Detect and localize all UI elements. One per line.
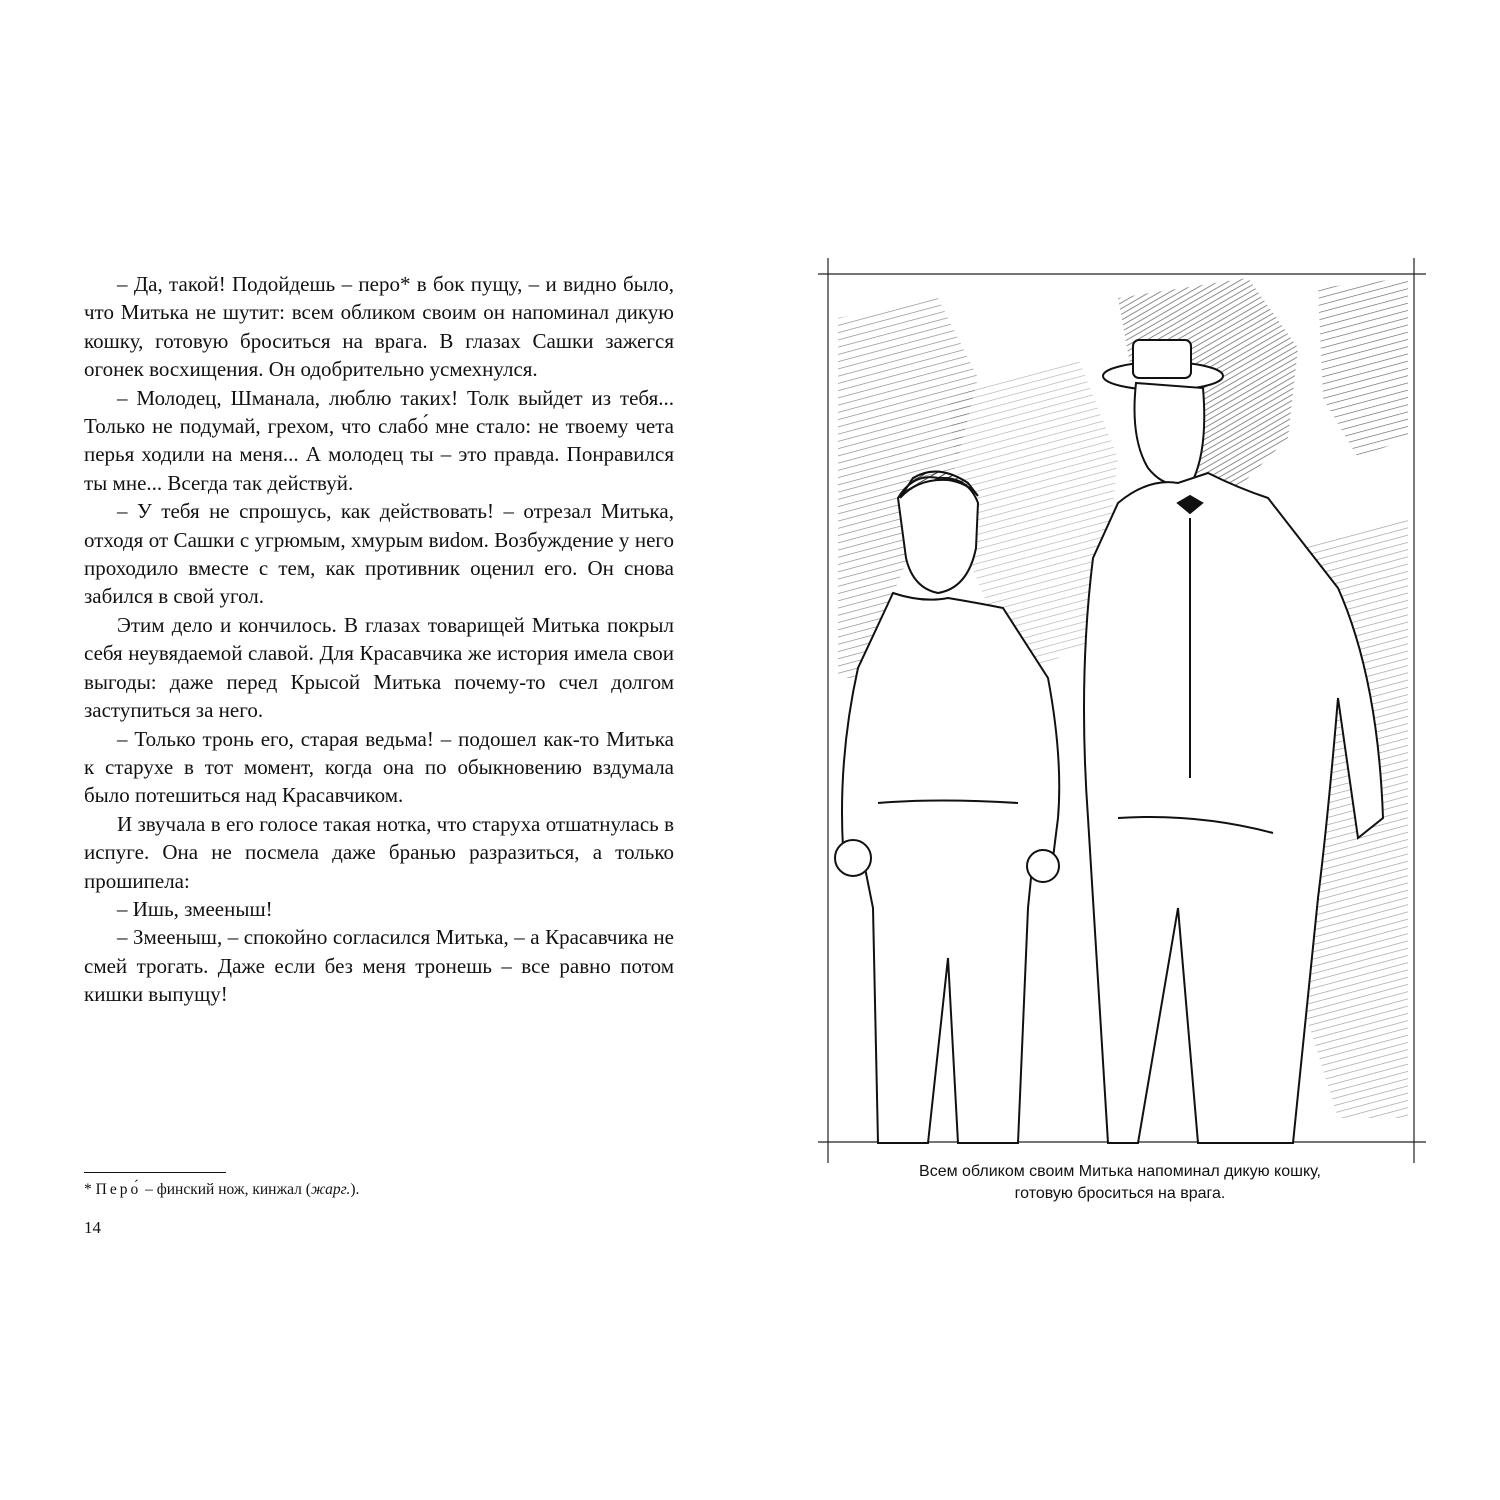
illustration [818, 258, 1426, 1163]
paragraph-2: – Молодец, Шманала, люблю таких! Толк выйдет из тебя... Только не подумай, грехом, что слабо́ мне стало: не твоему чета перья ходили на меня... А молодец ты – это правда. Понравился ты мне... Всегда так действуй. [84, 385, 674, 495]
illustration-caption [840, 1161, 1400, 1205]
footnote-closing: ). [350, 1181, 360, 1198]
paragraph-4: Этим дело и кончилось. В глазах товарищей Митька покрыл себя неувядаемой славой. Для Красавчика же история имела свои выгоды: даже перед Крысой Митька почему-то счел долгом заступиться за него. [84, 612, 674, 723]
footnote-abbrev: жарг. [310, 1181, 351, 1198]
paragraph-3: – У тебя не спрошусь, как действовать! – отрезал Митька, отходя от Сашки с угрюмым, хмурым виdом. Возбуждение у него проходило вместе с тем, как противник оценил его. Он снова забился в свой угол. [84, 499, 674, 609]
paragraph-7: – Ишь, змееныш! [117, 896, 273, 921]
paragraph-1: – Да, такой! Подойдешь – перо* в бок пущу, – и видно было, что Митька не шутит: всем обликом своим он напоминал дикую кошку, готовую броситься на врага. В глазах Сашки зажегся огонек восхищения. Он одобрительно усмехнулся. [84, 272, 674, 382]
footnote-definition: – финский нож, кинжал ( [141, 1181, 311, 1198]
footnote [84, 1180, 359, 1200]
caption-line-2: готовую броситься на врага. [1014, 1185, 1226, 1202]
page-number: 14 [84, 1218, 101, 1237]
paragraph-8: – Змееныш, – спокойно согласился Митька, – а Красавчика не смей трогать. Даже если без меня тронешь – все равно потом кишки выпущу! [84, 925, 674, 1007]
footnote-term: Перо́ [95, 1181, 142, 1198]
paragraph-5: – Только тронь его, старая ведьма! – подошел как-то Митька к старухе в тот момент, когда она по обыкновению вздумала было потешиться над Красавчиком. [84, 726, 674, 808]
footnote-rule [84, 1172, 226, 1173]
footnote-marker: * [84, 1181, 92, 1198]
caption-line-1: Всем обликом своим Митька напоминал дикую кошку, [919, 1163, 1321, 1180]
body-text [84, 270, 674, 1009]
paragraph-6: И звучала в его голосе такая нотка, что старуха отшатнулась в испуге. Она не посмела даже бранью разразиться, а только прошипела: [84, 811, 674, 893]
